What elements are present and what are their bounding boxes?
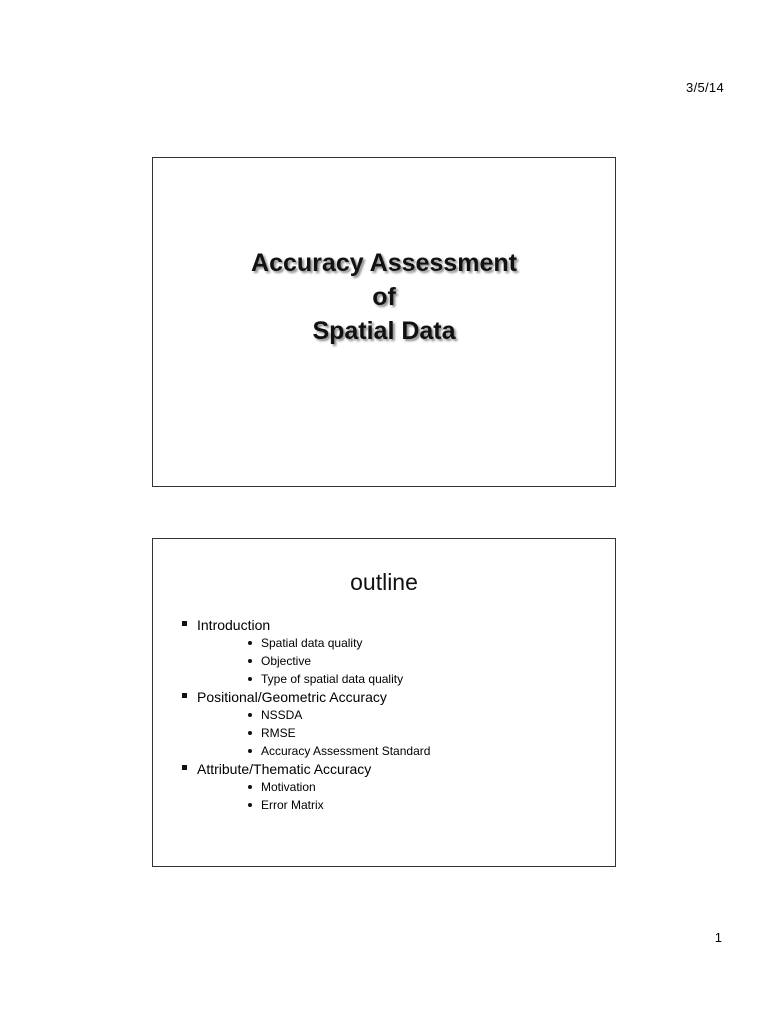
outline-title: outline [350,569,418,595]
sub-item [197,724,615,742]
square-bullet-icon [182,693,187,698]
square-bullet-icon [182,621,187,626]
sub-item-label: Spatial data quality [261,636,363,650]
sub-list [197,778,615,814]
page-number: 1 [714,930,722,945]
sub-item [197,778,615,796]
dot-bullet-icon [248,803,252,807]
dot-bullet-icon [248,749,252,753]
title-line: Spatial Data [312,317,456,345]
title-line: Accuracy Assessment [251,249,517,277]
sub-item-label: Accuracy Assessment Standard [261,744,431,758]
outline-item-label: Positional/Geometric Accuracy [197,689,387,705]
outline-item [153,616,615,688]
dot-bullet-icon [248,731,252,735]
dot-bullet-icon [248,641,252,645]
outline-item-label: Introduction [197,617,271,633]
sub-item-label: RMSE [261,726,296,740]
outline-item [153,688,615,760]
header-date: 3/5/14 [686,80,724,95]
sub-item-label: Objective [261,654,312,668]
outline-list [153,616,615,814]
slide-title-heading [153,246,615,348]
slide-title [152,157,616,487]
square-bullet-icon [182,765,187,770]
sub-item-label: NSSDA [261,708,303,722]
sub-item [197,670,615,688]
sub-item-label: Type of spatial data quality [261,672,404,686]
dot-bullet-icon [248,659,252,663]
outline-item [153,760,615,814]
sub-item [197,634,615,652]
sub-list [197,706,615,760]
slide-outline [152,538,616,867]
sub-item [197,796,615,814]
sub-item-label: Motivation [261,780,316,794]
sub-list [197,634,615,688]
sub-item [197,742,615,760]
sub-item [197,706,615,724]
outline-item-label: Attribute/Thematic Accuracy [197,761,372,777]
dot-bullet-icon [248,713,252,717]
title-line: of [372,283,396,311]
sub-item-label: Error Matrix [261,798,324,812]
dot-bullet-icon [248,785,252,789]
sub-item [197,652,615,670]
dot-bullet-icon [248,677,252,681]
